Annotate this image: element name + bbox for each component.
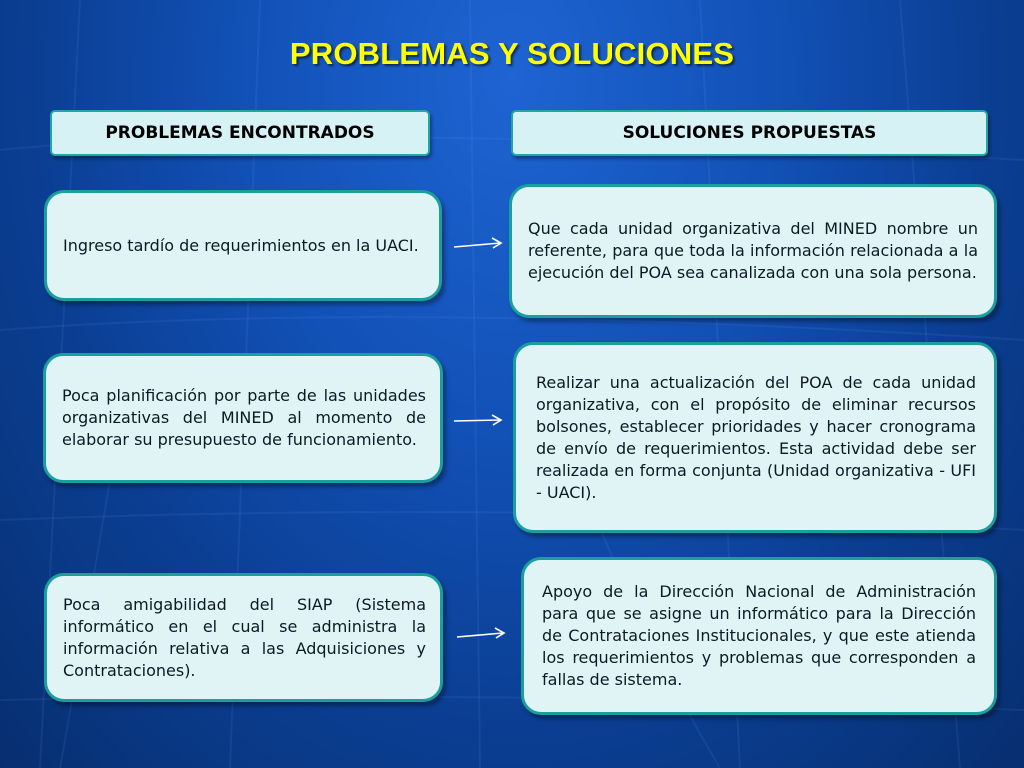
arrow-right-icon: [452, 410, 506, 430]
problem-text-2: Poca planificación por parte de las unidades organizativas del MINED al momento de elaborar su presupuesto de funcionamiento.: [62, 386, 426, 449]
solution-text-3: Apoyo de la Dirección Nacional de Administración para que se asigne un informático para la Dirección de Contrataciones Institucionales, y que este atienda los requerimientos y problemas que corresponden a fallas de sistema.: [542, 582, 976, 689]
arrow-right-icon: [455, 624, 509, 644]
page-title: PROBLEMAS Y SOLUCIONES: [289, 36, 735, 71]
solution-text-2: Realizar una actualización del POA de cada unidad organizativa, con el propósito de eliminar recursos bolsones, establecer prioridades y hacer cronograma de envío de requerimientos. Esta actividad debe ser realizada en forma conjunta (Unidad organizativa - UFI - UACI).: [536, 372, 976, 502]
problems-header: PROBLEMAS ENCONTRADOS: [50, 110, 430, 156]
solution-box-1: [509, 184, 997, 318]
problem-box-2: [43, 353, 443, 483]
problem-text-3: Poca amigabilidad del SIAP (Sistema informático en el cual se administra la información relativa a las Adquisiciones y Contrataciones).: [63, 594, 426, 680]
solutions-header: SOLUCIONES PROPUESTAS: [511, 110, 988, 156]
problem-box-1: [44, 190, 442, 301]
solution-text-1: Que cada unidad organizativa del MINED nombre un referente, para que toda la información relacionada a la ejecución del POA sea canalizada con una sola persona.: [528, 219, 978, 282]
solution-box-2: [513, 342, 997, 533]
problem-text-1: Ingreso tardío de requerimientos en la UACI.: [63, 235, 419, 255]
solution-box-3: [521, 557, 997, 715]
problem-box-3: [44, 573, 443, 702]
arrow-right-icon: [452, 234, 506, 254]
